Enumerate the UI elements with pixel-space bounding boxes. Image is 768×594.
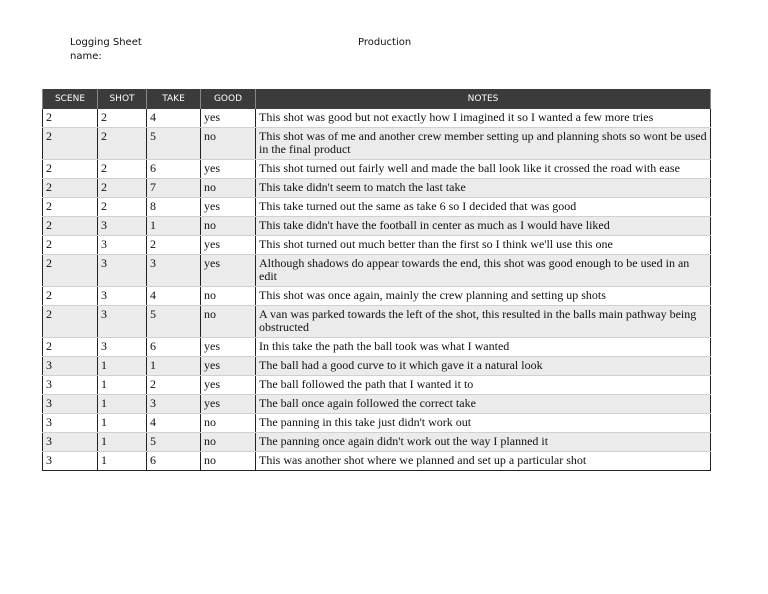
- cell-good: no: [201, 287, 256, 306]
- cell-good: yes: [201, 160, 256, 179]
- production-label: Production: [358, 37, 412, 48]
- table-row: [43, 179, 711, 198]
- cell-notes: The ball had a good curve to it which gave it a natural look: [256, 357, 711, 376]
- cell-scene: 2: [43, 198, 98, 217]
- cell-good: yes: [201, 357, 256, 376]
- cell-good: yes: [201, 255, 256, 287]
- cell-shot: 1: [98, 395, 147, 414]
- cell-good: yes: [201, 376, 256, 395]
- cell-shot: 2: [98, 179, 147, 198]
- cell-good: yes: [201, 198, 256, 217]
- cell-take: 5: [147, 306, 201, 338]
- cell-notes: This take didn't seem to match the last take: [256, 179, 711, 198]
- table-row: [43, 128, 711, 160]
- cell-scene: 2: [43, 255, 98, 287]
- cell-shot: 3: [98, 236, 147, 255]
- cell-shot: 2: [98, 128, 147, 160]
- cell-shot: 3: [98, 255, 147, 287]
- cell-good: yes: [201, 109, 256, 128]
- cell-take: 1: [147, 357, 201, 376]
- cell-notes: Although shadows do appear towards the end, this shot was good enough to be used in an edit: [256, 255, 711, 287]
- cell-scene: 2: [43, 128, 98, 160]
- cell-scene: 2: [43, 338, 98, 357]
- table-row: [43, 433, 711, 452]
- cell-shot: 2: [98, 109, 147, 128]
- cell-shot: 1: [98, 357, 147, 376]
- cell-good: no: [201, 179, 256, 198]
- cell-take: 4: [147, 287, 201, 306]
- cell-notes: This shot was good but not exactly how I imagined it so I wanted a few more tries: [256, 109, 711, 128]
- cell-good: no: [201, 452, 256, 471]
- cell-notes: This take didn't have the football in center as much as I would have liked: [256, 217, 711, 236]
- cell-good: no: [201, 433, 256, 452]
- sheet-header: [70, 36, 142, 64]
- cell-good: yes: [201, 395, 256, 414]
- cell-scene: 3: [43, 452, 98, 471]
- cell-shot: 3: [98, 287, 147, 306]
- table-row: [43, 109, 711, 128]
- cell-good: no: [201, 128, 256, 160]
- logging-table: [42, 89, 711, 471]
- cell-notes: The ball once again followed the correct take: [256, 395, 711, 414]
- cell-shot: 3: [98, 306, 147, 338]
- cell-take: 2: [147, 236, 201, 255]
- cell-scene: 2: [43, 109, 98, 128]
- cell-take: 6: [147, 338, 201, 357]
- cell-shot: 1: [98, 452, 147, 471]
- table-row: [43, 236, 711, 255]
- cell-shot: 1: [98, 414, 147, 433]
- cell-notes: The panning in this take just didn't work out: [256, 414, 711, 433]
- cell-scene: 2: [43, 179, 98, 198]
- table-row: [43, 217, 711, 236]
- cell-shot: 2: [98, 198, 147, 217]
- table-row: [43, 414, 711, 433]
- table-row: [43, 198, 711, 217]
- cell-notes: The ball followed the path that I wanted it to: [256, 376, 711, 395]
- cell-notes: This shot turned out fairly well and made the ball look like it crossed the road with ease: [256, 160, 711, 179]
- cell-take: 6: [147, 452, 201, 471]
- cell-scene: 3: [43, 395, 98, 414]
- sheet-title: Logging Sheet: [70, 37, 142, 48]
- table-header-row: [43, 89, 711, 109]
- cell-notes: In this take the path the ball took was what I wanted: [256, 338, 711, 357]
- cell-scene: 3: [43, 357, 98, 376]
- cell-notes: The panning once again didn't work out the way I planned it: [256, 433, 711, 452]
- cell-take: 7: [147, 179, 201, 198]
- table-row: [43, 357, 711, 376]
- column-header-scene: SCENE: [43, 89, 98, 109]
- cell-notes: This shot was of me and another crew member setting up and planning shots so wont be used in the final product: [256, 128, 711, 160]
- cell-take: 3: [147, 255, 201, 287]
- cell-shot: 3: [98, 217, 147, 236]
- cell-scene: 2: [43, 217, 98, 236]
- cell-shot: 1: [98, 376, 147, 395]
- table-body: [43, 109, 711, 471]
- column-header-take: TAKE: [147, 89, 201, 109]
- cell-take: 3: [147, 395, 201, 414]
- table-row: [43, 338, 711, 357]
- cell-shot: 2: [98, 160, 147, 179]
- cell-scene: 3: [43, 433, 98, 452]
- column-header-notes: NOTES: [256, 89, 711, 109]
- cell-good: yes: [201, 338, 256, 357]
- cell-notes: This take turned out the same as take 6 so I decided that was good: [256, 198, 711, 217]
- table-row: [43, 287, 711, 306]
- cell-scene: 2: [43, 306, 98, 338]
- table-row: [43, 452, 711, 471]
- cell-take: 1: [147, 217, 201, 236]
- cell-shot: 1: [98, 433, 147, 452]
- cell-take: 8: [147, 198, 201, 217]
- table-row: [43, 160, 711, 179]
- cell-shot: 3: [98, 338, 147, 357]
- table-row: [43, 395, 711, 414]
- cell-take: 6: [147, 160, 201, 179]
- name-label: name:: [70, 51, 102, 62]
- cell-scene: 2: [43, 160, 98, 179]
- table-row: [43, 255, 711, 287]
- cell-scene: 2: [43, 287, 98, 306]
- column-header-shot: SHOT: [98, 89, 147, 109]
- cell-notes: A van was parked towards the left of the shot, this resulted in the balls main pathway being obstructed: [256, 306, 711, 338]
- cell-take: 5: [147, 433, 201, 452]
- cell-good: no: [201, 414, 256, 433]
- cell-notes: This shot was once again, mainly the crew planning and setting up shots: [256, 287, 711, 306]
- cell-good: no: [201, 306, 256, 338]
- table-row: [43, 376, 711, 395]
- cell-scene: 2: [43, 236, 98, 255]
- cell-take: 4: [147, 414, 201, 433]
- column-header-good: GOOD: [201, 89, 256, 109]
- table-row: [43, 306, 711, 338]
- cell-take: 5: [147, 128, 201, 160]
- cell-take: 4: [147, 109, 201, 128]
- cell-take: 2: [147, 376, 201, 395]
- cell-notes: This shot turned out much better than the first so I think we'll use this one: [256, 236, 711, 255]
- cell-good: no: [201, 217, 256, 236]
- cell-notes: This was another shot where we planned and set up a particular shot: [256, 452, 711, 471]
- cell-scene: 3: [43, 376, 98, 395]
- cell-scene: 3: [43, 414, 98, 433]
- cell-good: yes: [201, 236, 256, 255]
